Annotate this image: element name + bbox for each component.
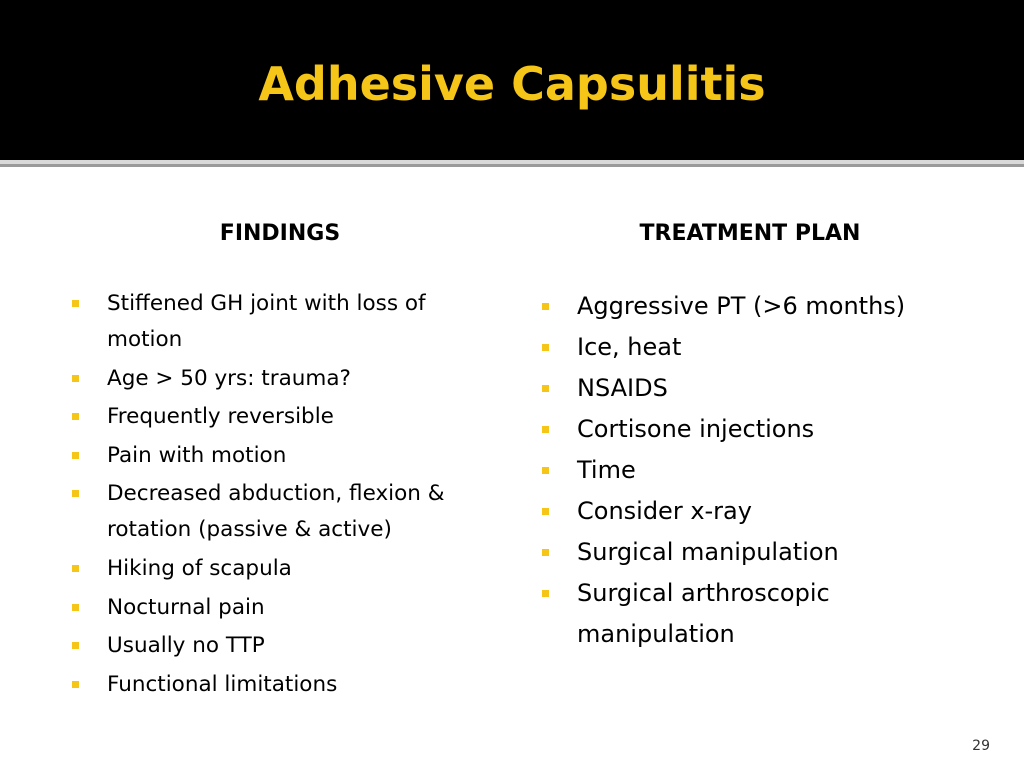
treatment-item-text: Time bbox=[577, 456, 636, 484]
findings-list bbox=[68, 286, 498, 705]
square-bullet-icon bbox=[542, 549, 549, 556]
findings-heading: FINDINGS bbox=[219, 221, 341, 246]
treatment-item-text: Aggressive PT (>6 months) bbox=[577, 292, 906, 320]
treatment-item-text: Surgical manipulation bbox=[577, 538, 839, 566]
findings-item-text: Usually no TTP bbox=[107, 633, 265, 659]
square-bullet-icon bbox=[72, 375, 79, 382]
square-bullet-icon bbox=[542, 426, 549, 433]
treatment-item-text: Surgical arthroscopic manipulation bbox=[577, 579, 830, 648]
square-bullet-icon bbox=[72, 604, 79, 611]
treatment-list bbox=[538, 286, 978, 655]
findings-item bbox=[68, 667, 498, 703]
title-bar bbox=[0, 0, 1024, 160]
title-divider-dark bbox=[0, 164, 1024, 167]
square-bullet-icon bbox=[542, 467, 549, 474]
square-bullet-icon bbox=[72, 565, 79, 572]
findings-item-text: Hiking of scapula bbox=[107, 555, 292, 581]
treatment-item bbox=[538, 532, 978, 573]
findings-item bbox=[68, 551, 498, 587]
treatment-item bbox=[538, 327, 978, 368]
findings-item bbox=[68, 361, 498, 397]
findings-item bbox=[68, 399, 498, 435]
findings-item bbox=[68, 590, 498, 626]
square-bullet-icon bbox=[542, 344, 549, 351]
findings-item-text: Functional limitations bbox=[107, 671, 338, 697]
square-bullet-icon bbox=[72, 642, 79, 649]
square-bullet-icon bbox=[72, 490, 79, 497]
square-bullet-icon bbox=[72, 300, 79, 307]
findings-item-text: Frequently reversible bbox=[107, 404, 334, 430]
treatment-item bbox=[538, 286, 978, 327]
square-bullet-icon bbox=[542, 385, 549, 392]
findings-item-text: Stiffened GH joint with loss of motion bbox=[107, 291, 426, 352]
treatment-item-text: Consider x-ray bbox=[577, 497, 752, 525]
treatment-heading: TREATMENT PLAN bbox=[639, 221, 861, 246]
findings-item-text: Pain with motion bbox=[107, 442, 287, 468]
treatment-item bbox=[538, 450, 978, 491]
square-bullet-icon bbox=[72, 452, 79, 459]
square-bullet-icon bbox=[542, 303, 549, 310]
findings-item bbox=[68, 476, 498, 548]
treatment-item-text: Cortisone injections bbox=[577, 415, 815, 443]
treatment-item-text: NSAIDS bbox=[577, 374, 668, 402]
page-number: 29 bbox=[972, 738, 990, 754]
findings-item-text: Nocturnal pain bbox=[107, 594, 265, 620]
square-bullet-icon bbox=[72, 681, 79, 688]
findings-item-text: Age > 50 yrs: trauma? bbox=[107, 365, 351, 391]
treatment-item bbox=[538, 491, 978, 532]
findings-item bbox=[68, 286, 498, 358]
square-bullet-icon bbox=[72, 413, 79, 420]
findings-item bbox=[68, 628, 498, 664]
findings-item-text: Decreased abduction, flexion & rotation (passive & active) bbox=[107, 481, 445, 543]
findings-item bbox=[68, 438, 498, 474]
treatment-item-text: Ice, heat bbox=[577, 333, 682, 361]
treatment-item bbox=[538, 573, 978, 655]
slide-title: Adhesive Capsulitis bbox=[258, 57, 766, 111]
square-bullet-icon bbox=[542, 508, 549, 515]
square-bullet-icon bbox=[542, 590, 549, 597]
treatment-item bbox=[538, 368, 978, 409]
treatment-item bbox=[538, 409, 978, 450]
